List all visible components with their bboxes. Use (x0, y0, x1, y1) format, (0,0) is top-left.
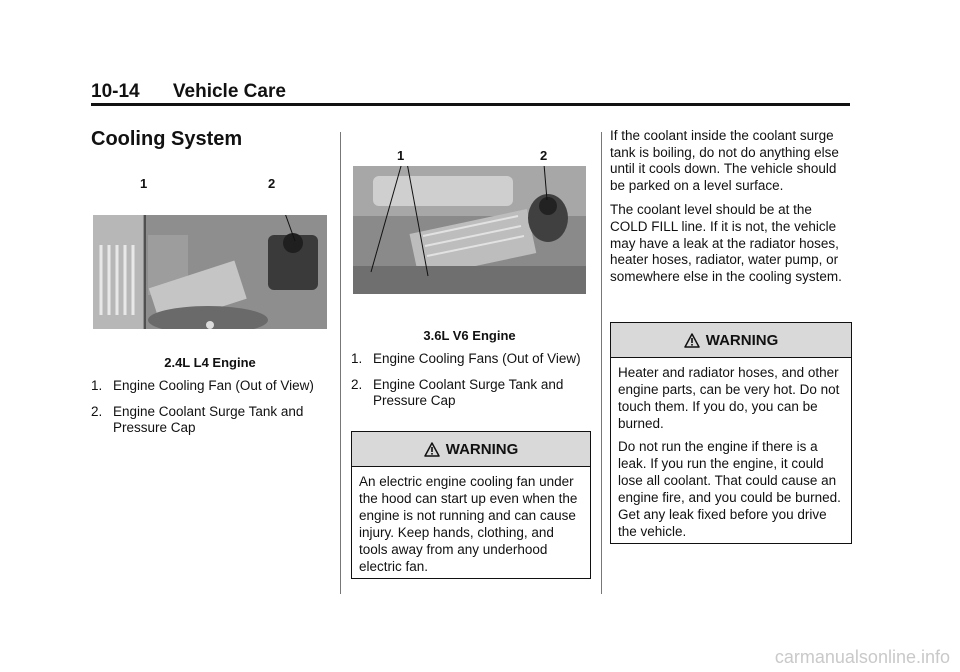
warning-triangle-icon (424, 442, 440, 457)
watermark: carmanualsonline.info (774, 647, 950, 667)
warning-heading: WARNING (705, 331, 779, 349)
item-text: Engine Coolant Surge Tank and Pressure Cap (113, 403, 304, 436)
list-item (91, 378, 327, 395)
warning-text: Heater and radiator hoses, and other engine parts, can be very hot. Do not touch them. If you do, you can be burned. (618, 365, 840, 431)
figure1-legend (91, 378, 327, 446)
column-divider (340, 132, 341, 594)
warning-heading: WARNING (445, 440, 519, 458)
warning-header (611, 323, 851, 358)
engine-illustration-3-6l (353, 166, 586, 294)
item-number: 1. (351, 351, 363, 366)
item-text: Engine Coolant Surge Tank and Pressure Cap (373, 376, 564, 409)
column-divider (601, 132, 602, 594)
engine-photo-2-4l (93, 215, 327, 329)
item-number: 2. (351, 376, 363, 392)
figure2-caption: 3.6L V6 Engine (423, 328, 516, 343)
coolant-paragraphs (610, 128, 850, 293)
engine-photo-3-6l (353, 166, 586, 294)
item-text: Engine Cooling Fans (Out of View) (373, 351, 581, 366)
figure1-caption: 2.4L L4 Engine (164, 355, 256, 370)
page-number: 10-14 (91, 81, 140, 102)
figure2-callout-1: 1 (397, 148, 405, 163)
figure1-callout-2: 2 (268, 176, 276, 191)
page-header (91, 81, 286, 103)
figure2-callout-2: 2 (540, 148, 548, 163)
warning-triangle-icon (684, 333, 700, 348)
warning-text: Do not run the engine if there is a leak. If you run the engine, it could lose all coolant. That could cause an engine fire, and you could be burned. Get any leak fixed before you drive the vehicle. (618, 439, 841, 539)
figure2-legend (351, 351, 589, 419)
warning-box-fan (351, 431, 591, 579)
list-item (351, 351, 589, 368)
paragraph: If the coolant inside the coolant surge tank is boiling, do not do anything else until it cools down. The vehicle should be parked on a level surface. (610, 128, 839, 193)
section-title: Cooling System (91, 128, 243, 150)
list-item (91, 404, 327, 437)
list-item (351, 377, 589, 410)
item-number: 1. (91, 378, 103, 393)
item-number: 2. (91, 403, 103, 419)
item-text: Engine Cooling Fan (Out of View) (113, 378, 314, 393)
chapter-title: Vehicle Care (172, 81, 286, 102)
header-rule (91, 103, 850, 106)
warning-box-hoses (610, 322, 852, 544)
engine-illustration-2-4l (93, 215, 327, 329)
warning-text: An electric engine cooling fan under the hood can start up even when the engine is not running and can cause injury. Keep hands, clothing, and tools away from any underhood electric fan. (359, 474, 578, 574)
figure1-callout-1: 1 (140, 176, 148, 191)
warning-header (352, 432, 590, 467)
paragraph: The coolant level should be at the COLD FILL line. If it is not, the vehicle may have a leak at the radiator hoses, heater hoses, radiator, water pump, or somewhere else in the cooling system. (610, 202, 842, 284)
